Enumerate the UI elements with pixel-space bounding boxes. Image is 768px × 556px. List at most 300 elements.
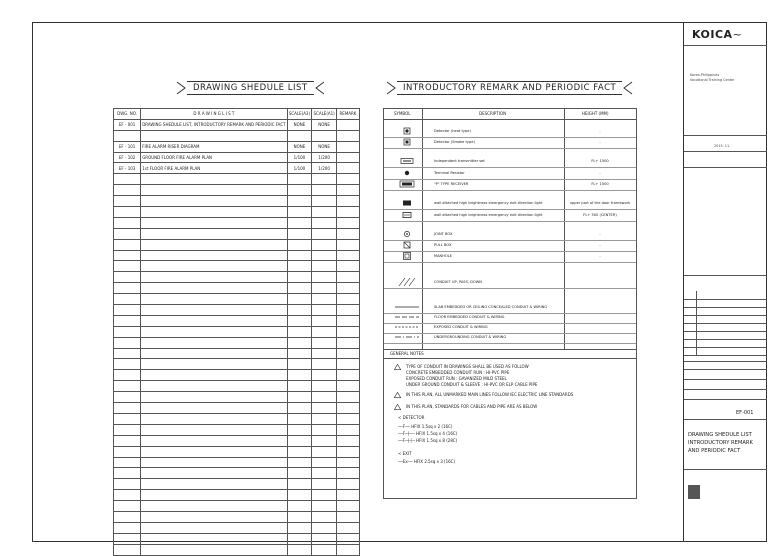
table-cell <box>336 174 359 185</box>
legend-header-symbol: SYMBOL <box>394 111 411 116</box>
koica-logo: KOICA~ <box>692 28 743 41</box>
chevron-left-icon <box>622 81 634 95</box>
table-cell <box>141 239 287 250</box>
table-cell <box>141 522 287 533</box>
legend-symbol-icon <box>394 302 420 312</box>
legend-separator <box>384 148 636 149</box>
table-header-cell: SCALE(A1) <box>312 109 337 120</box>
table-cell <box>141 435 287 446</box>
legend-description: PULL BOX <box>434 243 452 247</box>
list-title-banner <box>175 81 326 95</box>
table-cell <box>287 185 312 196</box>
note1-line: TYPE OF CONDUIT IN DRAWINGS SHALL BE USED AS FOLLOW <box>406 364 529 369</box>
list-title: DRAWING SHEDULE LIST <box>187 81 314 95</box>
revision-grid <box>684 291 768 355</box>
table-cell <box>141 359 287 370</box>
table-cell <box>312 511 337 522</box>
table-cell <box>114 446 141 457</box>
legend-description: "P" TYPE RECEIVER <box>434 182 469 186</box>
warning-icon <box>394 392 401 398</box>
table-cell <box>312 435 337 446</box>
legend-row <box>384 277 636 287</box>
legend-row <box>384 126 636 136</box>
table-cell <box>141 392 287 403</box>
table-cell <box>287 207 312 218</box>
table-cell <box>287 435 312 446</box>
table-cell <box>287 533 312 544</box>
table-cell <box>312 207 337 218</box>
table-cell <box>114 479 141 490</box>
table-cell <box>141 326 287 337</box>
table-row <box>114 185 360 196</box>
table-row <box>114 424 360 435</box>
table-cell <box>141 283 287 294</box>
table-cell: 1/200 <box>312 152 337 163</box>
table-cell <box>312 370 337 381</box>
legend-symbol-icon <box>394 240 420 250</box>
table-cell <box>114 392 141 403</box>
table-cell <box>312 424 337 435</box>
legend-symbol-icon <box>394 312 420 322</box>
legend-header-description: DESCRIPTION <box>479 111 507 116</box>
table-cell <box>312 228 337 239</box>
table-row <box>114 239 360 250</box>
legend-row <box>384 332 636 342</box>
project-date: 2015. 11. <box>714 144 731 148</box>
table-cell: EF - 001 <box>114 119 141 130</box>
table-cell: NONE <box>287 119 312 130</box>
drawing-sheet <box>32 22 767 542</box>
table-cell <box>287 305 312 316</box>
chevron-right-icon <box>175 81 187 95</box>
table-cell <box>141 424 287 435</box>
table-cell <box>312 196 337 207</box>
legend-row <box>384 251 636 261</box>
table-row <box>114 359 360 370</box>
table-cell: 1/100 <box>287 163 312 174</box>
table-row <box>114 261 360 272</box>
table-cell <box>114 381 141 392</box>
table-cell <box>312 392 337 403</box>
table-cell <box>114 239 141 250</box>
table-cell <box>141 305 287 316</box>
table-cell <box>287 196 312 207</box>
notes-title: GENERAL NOTES <box>390 351 424 356</box>
legend-description: SLAB EMBEDDED OR CEILING CONCEALED CONDUIT & WIRING <box>434 305 548 309</box>
table-cell <box>336 261 359 272</box>
table-cell <box>141 315 287 326</box>
table-row <box>114 272 360 283</box>
table-row <box>114 163 360 174</box>
table-cell <box>141 413 287 424</box>
table-row <box>114 501 360 512</box>
table-cell <box>287 468 312 479</box>
table-cell <box>141 544 287 555</box>
table-cell <box>312 359 337 370</box>
table-cell <box>336 152 359 163</box>
table-cell <box>141 490 287 501</box>
detector-label: < DETECTOR <box>398 415 425 420</box>
table-cell <box>141 217 287 228</box>
table-cell <box>287 326 312 337</box>
table-row <box>114 392 360 403</box>
tb-divider <box>684 167 767 168</box>
tb-divider <box>684 151 767 152</box>
project-name: Korea-Philippines <box>690 73 720 77</box>
table-cell <box>287 424 312 435</box>
table-cell <box>287 174 312 185</box>
table-cell <box>141 533 287 544</box>
table-cell <box>312 479 337 490</box>
table-row <box>114 130 360 141</box>
table-cell <box>336 392 359 403</box>
note1-line: CONCRETE EMBEDDED CONDUIT RUN : HI-PVC PIPE <box>406 370 510 375</box>
table-row <box>114 228 360 239</box>
legend-row <box>384 179 636 189</box>
table-cell <box>287 370 312 381</box>
legend-height: - <box>599 254 601 258</box>
legend-height: - <box>599 232 601 236</box>
table-cell <box>287 413 312 424</box>
table-cell <box>312 283 337 294</box>
table-cell: NONE <box>312 141 337 152</box>
legend-symbol-icon <box>394 137 420 147</box>
table-cell <box>312 446 337 457</box>
table-cell <box>336 207 359 218</box>
table-cell <box>114 370 141 381</box>
table-cell <box>312 337 337 348</box>
note1-line: EXPOSED CONDUIT RUN : GAVANIZED MILD STEEL <box>406 376 507 381</box>
legend-row <box>384 240 636 250</box>
symbol-legend <box>383 108 637 350</box>
table-cell <box>287 403 312 414</box>
table-cell <box>336 522 359 533</box>
table-cell <box>312 533 337 544</box>
legend-description: CONDUIT UP, PASS, DOWN <box>434 280 482 284</box>
legend-symbol-icon <box>394 251 420 261</box>
table-cell <box>141 446 287 457</box>
table-cell <box>312 130 337 141</box>
table-cell <box>336 446 359 457</box>
table-header-cell: DWG. NO. <box>114 109 141 120</box>
table-cell <box>114 196 141 207</box>
legend-description: UNDERGROUNDING CONDUIT & WIRING <box>434 335 507 339</box>
table-row <box>114 315 360 326</box>
intro-title: INTRODUCTORY REMARK AND PERIODIC FACT <box>397 81 622 95</box>
table-cell <box>114 294 141 305</box>
legend-row <box>384 168 636 178</box>
detector-line-2: ──F─┼── HFIX 1.5sq x 4 (16C) <box>398 431 458 436</box>
general-notes <box>383 348 637 499</box>
legend-description: wall attached high brightness emergency exit direction light <box>434 201 543 205</box>
table-row <box>114 174 360 185</box>
table-cell <box>336 533 359 544</box>
table-cell <box>287 348 312 359</box>
legend-description: EXPOSED CONDUIT & WIRING <box>434 325 488 329</box>
table-cell <box>312 305 337 316</box>
table-cell <box>141 501 287 512</box>
table-row <box>114 141 360 152</box>
table-cell: DRAWING SHEDULE LIST, INTRODUCTORY REMARK AND PERIODIC FACT <box>141 119 287 130</box>
table-cell <box>141 457 287 468</box>
legend-separator <box>384 190 636 191</box>
table-cell <box>141 207 287 218</box>
table-cell <box>287 272 312 283</box>
table-row <box>114 381 360 392</box>
legend-height: FL+ 1500 <box>591 182 609 186</box>
table-cell: EF - 101 <box>114 141 141 152</box>
table-cell <box>336 348 359 359</box>
legend-separator <box>384 343 636 344</box>
legend-description: Detector (heat type) <box>434 129 471 133</box>
legend-symbol-icon <box>394 198 420 208</box>
table-cell <box>141 370 287 381</box>
legend-height: - <box>599 129 601 133</box>
table-cell <box>287 337 312 348</box>
table-row <box>114 294 360 305</box>
table-cell: FIRE ALARM RISER DIAGRAM <box>141 141 287 152</box>
tb-divider <box>684 389 767 390</box>
table-cell <box>287 544 312 555</box>
legend-height: upper part of the door framework <box>569 201 631 205</box>
legend-row <box>384 229 636 239</box>
table-cell: 1/100 <box>287 152 312 163</box>
table-cell <box>312 544 337 555</box>
legend-symbol-icon <box>394 332 420 342</box>
table-cell <box>141 185 287 196</box>
chevron-left-icon <box>314 81 326 95</box>
table-cell <box>141 468 287 479</box>
table-row <box>114 457 360 468</box>
table-cell <box>336 294 359 305</box>
note2: IN THIS PLAN, ALL UNMARKED MAIN LINES FOLLOW IEC ELECTRIC LINE STANDARDS <box>406 392 574 397</box>
table-cell: NONE <box>287 141 312 152</box>
table-cell: EF - 103 <box>114 163 141 174</box>
warning-icon <box>394 364 401 370</box>
table-cell <box>312 315 337 326</box>
table-cell <box>141 294 287 305</box>
exit-line-1: ──Ex── HFIX 2.5sq x 3 (16C) <box>398 459 456 464</box>
table-cell <box>141 381 287 392</box>
table-cell: 1st FLOOR FIRE ALARM PLAN <box>141 163 287 174</box>
table-cell <box>114 359 141 370</box>
drawing-number: EF-001 <box>736 410 754 416</box>
table-cell <box>114 207 141 218</box>
table-cell <box>312 490 337 501</box>
table-cell <box>336 141 359 152</box>
legend-symbol-icon <box>394 168 420 178</box>
exit-label: < EXIT <box>398 451 412 456</box>
table-row <box>114 403 360 414</box>
table-cell <box>287 522 312 533</box>
table-row <box>114 337 360 348</box>
table-cell <box>287 239 312 250</box>
legend-symbol-icon <box>394 210 420 220</box>
table-cell <box>114 228 141 239</box>
table-cell <box>312 261 337 272</box>
table-cell <box>336 403 359 414</box>
legend-description: wall attached high brightness emergency exit direction light <box>434 213 543 217</box>
table-cell <box>114 424 141 435</box>
table-cell <box>141 261 287 272</box>
legend-separator <box>384 288 636 289</box>
legend-row <box>384 210 636 220</box>
table-cell <box>336 381 359 392</box>
table-cell <box>336 435 359 446</box>
table-cell <box>141 348 287 359</box>
table-cell <box>336 468 359 479</box>
table-cell <box>114 315 141 326</box>
table-cell <box>336 370 359 381</box>
table-cell: EF - 102 <box>114 152 141 163</box>
table-cell <box>312 217 337 228</box>
legend-symbol-icon <box>394 277 420 287</box>
table-cell <box>287 392 312 403</box>
table-row <box>114 348 360 359</box>
legend-description: FLOOR EMBEDDED CONDUIT & WIRING <box>434 315 505 319</box>
table-cell <box>312 250 337 261</box>
legend-description: MANHOLE <box>434 254 453 258</box>
table-row <box>114 468 360 479</box>
table-cell <box>114 468 141 479</box>
table-cell <box>336 283 359 294</box>
table-row <box>114 305 360 316</box>
table-cell <box>312 326 337 337</box>
legend-symbol-icon <box>394 156 420 166</box>
table-cell <box>336 359 359 370</box>
table-cell <box>114 533 141 544</box>
table-cell <box>141 511 287 522</box>
warning-icon <box>394 404 401 410</box>
table-cell <box>312 272 337 283</box>
table-cell <box>336 326 359 337</box>
table-cell <box>336 196 359 207</box>
table-cell <box>114 511 141 522</box>
legend-height: FL+ 500 (CENTER) <box>583 213 617 217</box>
legend-description: Terminal Resistor <box>434 171 465 175</box>
table-row <box>114 522 360 533</box>
table-row <box>114 250 360 261</box>
table-row <box>114 533 360 544</box>
table-cell <box>141 130 287 141</box>
tb-divider <box>684 369 767 370</box>
legend-description: Detector (Smoke type) <box>434 140 475 144</box>
table-cell <box>287 490 312 501</box>
legend-row <box>384 312 636 322</box>
table-cell <box>336 337 359 348</box>
legend-symbol-icon <box>394 126 420 136</box>
table-cell <box>114 501 141 512</box>
table-cell <box>336 490 359 501</box>
table-cell <box>287 217 312 228</box>
table-row <box>114 446 360 457</box>
drawing-list-table <box>113 108 360 556</box>
table-cell <box>287 250 312 261</box>
table-cell <box>336 544 359 555</box>
table-row <box>114 435 360 446</box>
table-cell <box>312 468 337 479</box>
table-cell <box>336 163 359 174</box>
legend-height: - <box>599 140 601 144</box>
table-cell <box>287 501 312 512</box>
notes-divider <box>384 358 636 359</box>
tb-divider <box>684 135 767 136</box>
table-row <box>114 413 360 424</box>
table-cell <box>287 359 312 370</box>
tb-divider <box>684 275 767 276</box>
table-cell <box>114 337 141 348</box>
table-cell <box>336 413 359 424</box>
table-cell <box>336 250 359 261</box>
table-cell <box>336 119 359 130</box>
table-cell <box>336 305 359 316</box>
project-name-2: Vocational Training Center <box>690 78 735 82</box>
table-cell <box>312 239 337 250</box>
legend-row <box>384 137 636 147</box>
table-cell <box>114 305 141 316</box>
tb-divider <box>684 45 767 46</box>
table-cell: NONE <box>312 119 337 130</box>
table-row <box>114 283 360 294</box>
table-row <box>114 119 360 130</box>
table-cell <box>287 283 312 294</box>
table-cell <box>312 403 337 414</box>
table-cell <box>312 185 337 196</box>
table-cell <box>287 479 312 490</box>
table-cell <box>312 522 337 533</box>
table-cell <box>114 250 141 261</box>
table-row <box>114 152 360 163</box>
detector-line-3: ──F─┼┼─ HFIX 1.5sq x 8 (28C) <box>398 438 458 443</box>
legend-row <box>384 198 636 208</box>
table-row <box>114 370 360 381</box>
table-cell <box>336 228 359 239</box>
table-cell <box>114 348 141 359</box>
legend-separator <box>384 221 636 222</box>
table-cell <box>114 174 141 185</box>
table-cell <box>336 272 359 283</box>
table-cell <box>114 522 141 533</box>
table-cell <box>114 490 141 501</box>
table-cell <box>141 174 287 185</box>
table-cell <box>312 348 337 359</box>
table-cell <box>287 228 312 239</box>
table-row <box>114 511 360 522</box>
tb-divider <box>684 419 767 420</box>
table-cell <box>312 413 337 424</box>
table-cell <box>287 315 312 326</box>
legend-header-height: HEIGHT (MM) <box>582 111 609 116</box>
legend-description: Independent transmitter set <box>434 159 485 163</box>
table-cell <box>287 261 312 272</box>
table-cell <box>114 326 141 337</box>
table-cell <box>114 435 141 446</box>
table-header-cell: REMARK <box>336 109 359 120</box>
legend-symbol-icon <box>394 229 420 239</box>
legend-description: JOINT BOX <box>434 232 453 236</box>
table-cell <box>287 381 312 392</box>
note3: IN THIS PLAN, STANDARDS FOR CABLES AND PIPE ARE AS BELOW <box>406 404 538 409</box>
table-row <box>114 196 360 207</box>
firm-logo-icon <box>688 485 700 499</box>
table-cell <box>114 413 141 424</box>
table-cell <box>114 217 141 228</box>
table-cell <box>287 511 312 522</box>
note1-line: UNDER GROUND CONDUIT & SLEEVE : HI-PVC OR ELP CABLE PIPE <box>406 382 538 387</box>
table-row <box>114 479 360 490</box>
legend-height: - <box>599 243 601 247</box>
tb-divider <box>684 399 767 400</box>
